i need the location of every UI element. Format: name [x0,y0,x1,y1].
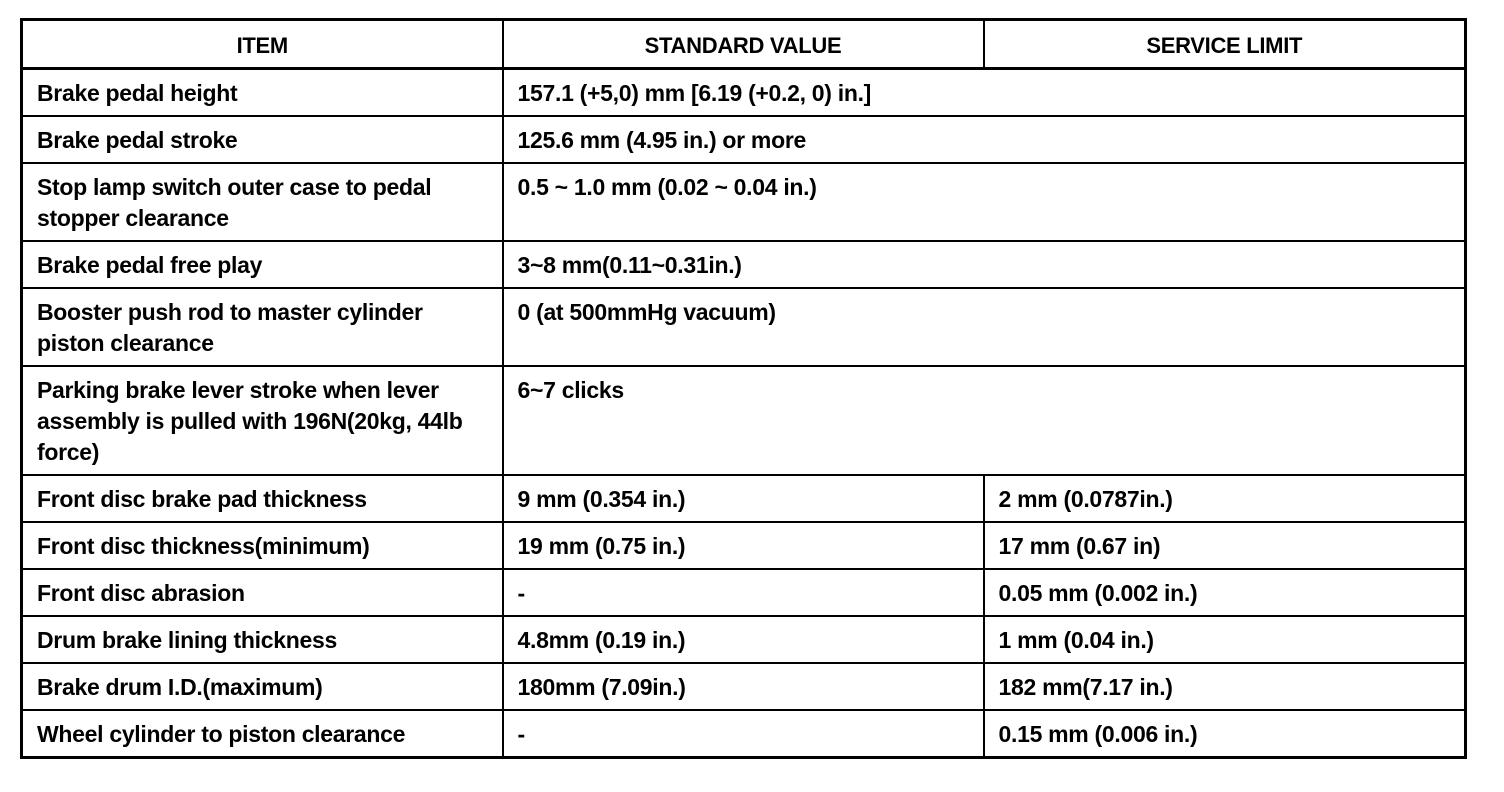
header-item: ITEM [22,20,503,69]
table-row [22,710,1466,758]
row-item: Brake pedal height [22,69,503,117]
row-standard-value: - [503,569,984,616]
row-standard-value: 0 (at 500mmHg vacuum) [503,288,1466,366]
row-item: Brake pedal free play [22,241,503,288]
row-standard-value: 19 mm (0.75 in.) [503,522,984,569]
row-item: Wheel cylinder to piston clearance [22,710,503,758]
table-row [22,241,1466,288]
table-row [22,288,1466,366]
row-standard-value: 0.5 ~ 1.0 mm (0.02 ~ 0.04 in.) [503,163,1466,241]
row-standard-value: 6~7 clicks [503,366,1466,475]
row-item: Front disc abrasion [22,569,503,616]
row-standard-value: 3~8 mm(0.11~0.31in.) [503,241,1466,288]
row-item: Front disc brake pad thickness [22,475,503,522]
header-service-limit: SERVICE LIMIT [984,20,1466,69]
row-service-limit: 0.15 mm (0.006 in.) [984,710,1466,758]
table-row [22,69,1466,117]
row-item: Brake drum I.D.(maximum) [22,663,503,710]
table-row [22,522,1466,569]
row-standard-value: - [503,710,984,758]
table-row [22,116,1466,163]
row-item: Parking brake lever stroke when lever assembly is pulled with 196N(20kg, 44lb force) [22,366,503,475]
row-service-limit: 182 mm(7.17 in.) [984,663,1466,710]
table-row [22,366,1466,475]
row-item: Drum brake lining thickness [22,616,503,663]
row-standard-value: 9 mm (0.354 in.) [503,475,984,522]
row-item: Brake pedal stroke [22,116,503,163]
row-standard-value: 125.6 mm (4.95 in.) or more [503,116,1466,163]
row-item: Booster push rod to master cylinder piston clearance [22,288,503,366]
row-item: Stop lamp switch outer case to pedal stopper clearance [22,163,503,241]
table-row [22,475,1466,522]
row-standard-value: 4.8mm (0.19 in.) [503,616,984,663]
row-service-limit: 17 mm (0.67 in) [984,522,1466,569]
table-row [22,663,1466,710]
row-service-limit: 2 mm (0.0787in.) [984,475,1466,522]
header-row [22,20,1466,69]
row-service-limit: 0.05 mm (0.002 in.) [984,569,1466,616]
header-standard-value: STANDARD VALUE [503,20,984,69]
row-standard-value: 157.1 (+5,0) mm [6.19 (+0.2, 0) in.] [503,69,1466,117]
brake-specifications-table [20,18,1467,759]
row-item: Front disc thickness(minimum) [22,522,503,569]
table-row [22,616,1466,663]
table-row [22,569,1466,616]
row-service-limit: 1 mm (0.04 in.) [984,616,1466,663]
table-row [22,163,1466,241]
row-standard-value: 180mm (7.09in.) [503,663,984,710]
